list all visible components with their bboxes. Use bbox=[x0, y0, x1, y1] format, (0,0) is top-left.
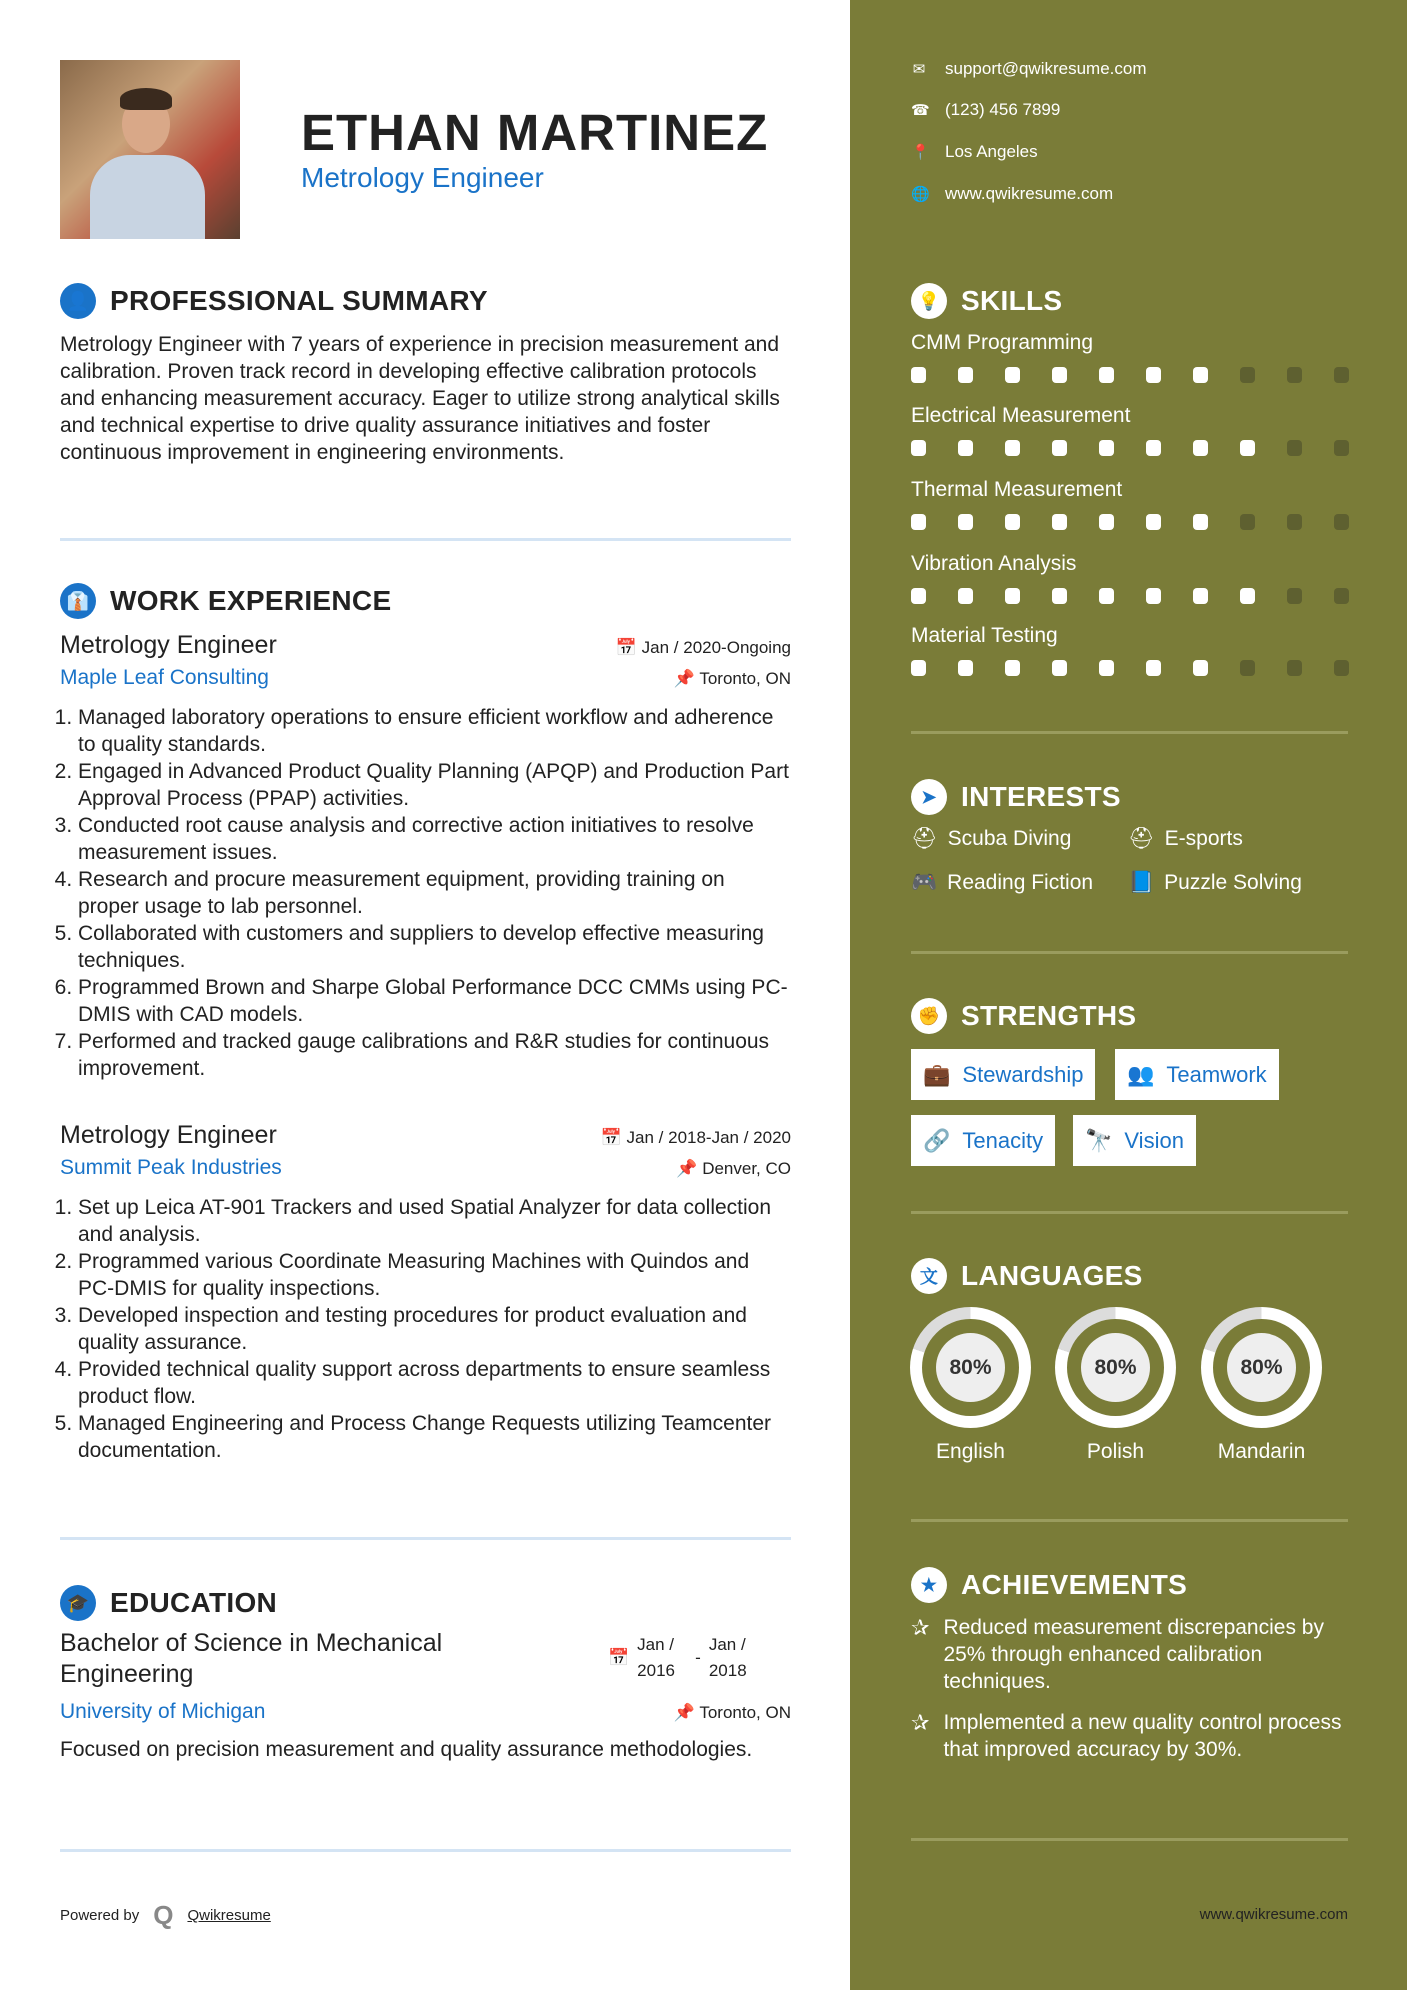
rating-dot-filled bbox=[1099, 440, 1114, 456]
rating-dot-filled bbox=[1005, 660, 1020, 676]
bullet-item: 2. Engaged in Advanced Product Quality Planning (APQP) and Production Part Approval Process (PPAP) activities. bbox=[78, 758, 791, 812]
pin-icon: 📌 bbox=[673, 669, 695, 688]
powered-by: Powered by bbox=[60, 1907, 140, 1924]
rating-dot-empty bbox=[1287, 588, 1302, 604]
skill-rating bbox=[911, 367, 1349, 383]
qwikresume-logo: Q bbox=[153, 1900, 174, 1930]
rating-dot-filled bbox=[1146, 588, 1161, 604]
job-entry bbox=[60, 631, 791, 1082]
rating-dot-filled bbox=[1005, 588, 1020, 604]
proficiency-percent: 80% bbox=[1227, 1333, 1296, 1402]
job-location bbox=[674, 669, 791, 689]
interest-item bbox=[911, 871, 1093, 895]
calendar-icon: 📅 bbox=[608, 1648, 630, 1667]
rating-dot-filled bbox=[1052, 440, 1067, 456]
users-icon: 👥 bbox=[1127, 1061, 1155, 1087]
strengths-heading bbox=[911, 998, 1136, 1034]
job-title: Metrology Engineer bbox=[60, 631, 277, 659]
proficiency-ring bbox=[910, 1307, 1031, 1428]
rating-dot-empty bbox=[1334, 440, 1349, 456]
rating-dot-empty bbox=[1334, 514, 1349, 530]
star-badge-icon: ★ bbox=[911, 1567, 947, 1603]
candidate-name: ETHAN MARTINEZ bbox=[301, 104, 769, 161]
bullet-item: 4. Research and procure measurement equipment, providing training on proper usage to lab personnel. bbox=[78, 866, 791, 920]
rating-dot-filled bbox=[911, 588, 926, 604]
rating-dot-filled bbox=[1005, 440, 1020, 456]
bullet-item: 2. Programmed various Coordinate Measuring Machines with Quindos and PC-DMIS for quality inspections. bbox=[78, 1248, 791, 1302]
end-date: Jan / 2018 bbox=[708, 1635, 747, 1680]
divider bbox=[911, 1838, 1348, 1841]
language-item bbox=[910, 1307, 1031, 1464]
rating-dot-filled bbox=[1052, 367, 1067, 383]
rating-dot-filled bbox=[1052, 588, 1067, 604]
bullet-item: 4. Provided technical quality support across departments to ensure seamless product flow. bbox=[78, 1356, 791, 1410]
divider bbox=[911, 731, 1348, 734]
globe-icon: 🌐 bbox=[911, 186, 930, 203]
skill-name: Material Testing bbox=[911, 624, 1058, 647]
rating-dot-filled bbox=[1193, 514, 1208, 530]
heading-text: LANGUAGES bbox=[961, 1260, 1143, 1291]
interest-label: E-sports bbox=[1164, 827, 1243, 850]
interest-item bbox=[1128, 871, 1302, 895]
work-heading bbox=[60, 583, 391, 619]
strength-label: Tenacity bbox=[962, 1127, 1044, 1153]
rating-dot-filled bbox=[911, 514, 926, 530]
strength-chip bbox=[1115, 1049, 1279, 1100]
skill-name: Vibration Analysis bbox=[911, 552, 1077, 575]
strength-label: Vision bbox=[1124, 1127, 1184, 1153]
rating-dot-filled bbox=[911, 440, 926, 456]
strength-label: Stewardship bbox=[962, 1061, 1084, 1087]
language-name: Polish bbox=[1086, 1440, 1145, 1463]
profile-photo bbox=[60, 60, 240, 239]
rating-dot-empty bbox=[1240, 367, 1255, 383]
achievement-text: Implemented a new quality control process that improved accuracy by 30%. bbox=[943, 1711, 1342, 1761]
heading-text: PROFESSIONAL SUMMARY bbox=[110, 285, 488, 316]
rating-dot-filled bbox=[911, 367, 926, 383]
rating-dot-filled bbox=[1146, 367, 1161, 383]
book-icon: 📘 bbox=[1128, 871, 1155, 894]
skill-rating bbox=[911, 588, 1349, 604]
rating-dot-filled bbox=[1146, 514, 1161, 530]
rating-dot-filled bbox=[1052, 660, 1067, 676]
rating-dot-filled bbox=[1193, 588, 1208, 604]
job-dates bbox=[616, 638, 791, 658]
strength-chip bbox=[911, 1115, 1055, 1166]
interest-label: Puzzle Solving bbox=[1164, 871, 1302, 894]
rating-dot-filled bbox=[958, 440, 973, 456]
job-bullets bbox=[60, 704, 791, 1082]
heading-text: EDUCATION bbox=[110, 1587, 278, 1618]
proficiency-ring bbox=[1201, 1307, 1322, 1428]
proficiency-ring bbox=[1055, 1307, 1176, 1428]
rating-dot-empty bbox=[1334, 588, 1349, 604]
bullet-item: 3. Conducted root cause analysis and corrective action initiatives to resolve measurement issues. bbox=[78, 812, 791, 866]
phone-icon: ☎ bbox=[911, 102, 930, 119]
divider bbox=[911, 951, 1348, 954]
rating-dot-empty bbox=[1334, 660, 1349, 676]
star-icon: ✰ bbox=[911, 1615, 930, 1640]
rating-dot-empty bbox=[1240, 660, 1255, 676]
rating-dot-filled bbox=[958, 660, 973, 676]
rating-dot-filled bbox=[1099, 367, 1114, 383]
toolbox-icon: 💼 bbox=[923, 1061, 951, 1087]
divider bbox=[911, 1211, 1348, 1214]
rating-dot-empty bbox=[1287, 367, 1302, 383]
heading-text: ACHIEVEMENTS bbox=[961, 1569, 1188, 1600]
paper-plane-icon: ➤ bbox=[911, 779, 947, 815]
rating-dot-filled bbox=[1240, 440, 1255, 456]
link-icon: 🔗 bbox=[923, 1127, 951, 1153]
lifebuoy-icon: ⛑ bbox=[911, 827, 938, 850]
bullet-item: 5. Collaborated with customers and suppliers to develop effective measuring techniques. bbox=[78, 920, 791, 974]
achievements-heading bbox=[911, 1567, 1187, 1603]
skills-heading bbox=[911, 283, 1062, 319]
calendar-icon: 📅 bbox=[600, 1128, 622, 1147]
email-text: support@qwikresume.com bbox=[945, 59, 1147, 78]
heading-text: SKILLS bbox=[961, 285, 1063, 316]
location-text: Los Angeles bbox=[945, 142, 1038, 161]
rating-dot-filled bbox=[1005, 367, 1020, 383]
education-location: 📌 Toronto, ON bbox=[673, 1703, 791, 1722]
fist-icon: ✊ bbox=[911, 998, 947, 1034]
strength-label: Teamwork bbox=[1166, 1061, 1267, 1087]
job-title: Metrology Engineer bbox=[60, 1121, 277, 1149]
rating-dot-filled bbox=[1193, 660, 1208, 676]
job-bullets bbox=[60, 1194, 791, 1464]
job-entry bbox=[60, 1121, 791, 1464]
contact-phone bbox=[911, 100, 1060, 120]
achievement-item bbox=[911, 1614, 1348, 1695]
gamepad-icon: 🎮 bbox=[911, 871, 938, 894]
rating-dot-filled bbox=[1099, 660, 1114, 676]
divider bbox=[60, 1849, 791, 1852]
language-name: Mandarin bbox=[1217, 1440, 1306, 1463]
translate-icon: 文 bbox=[911, 1258, 947, 1294]
language-item bbox=[1201, 1307, 1322, 1464]
skill-rating bbox=[911, 660, 1349, 676]
divider bbox=[60, 538, 791, 541]
rating-dot-empty bbox=[1240, 514, 1255, 530]
bullet-item: 5. Managed Engineering and Process Change Requests utilizing Teamcenter documentation. bbox=[78, 1410, 791, 1464]
location-text: Toronto, ON bbox=[699, 1703, 791, 1722]
education-desc: Focused on precision measurement and quality assurance methodologies. bbox=[60, 1738, 753, 1761]
interest-label: Reading Fiction bbox=[947, 871, 1094, 894]
bullet-item: 7. Performed and tracked gauge calibrations and R&R studies for continuous improvement. bbox=[78, 1028, 791, 1082]
phone-text: (123) 456 7899 bbox=[945, 100, 1061, 119]
language-name: English bbox=[936, 1440, 1005, 1463]
job-dates bbox=[601, 1128, 791, 1148]
website-text: www.qwikresume.com bbox=[945, 184, 1114, 203]
rating-dot-filled bbox=[1240, 588, 1255, 604]
achievement-text: Reduced measurement discrepancies by 25% through enhanced calibration techniques. bbox=[943, 1616, 1324, 1693]
proficiency-percent: 80% bbox=[936, 1333, 1005, 1402]
strength-chip bbox=[911, 1049, 1095, 1100]
location-text: Denver, CO bbox=[702, 1159, 791, 1178]
lightbulb-icon: 💡 bbox=[911, 283, 947, 319]
heading-text: WORK EXPERIENCE bbox=[110, 585, 392, 616]
rating-dot-empty bbox=[1334, 367, 1349, 383]
language-item bbox=[1055, 1307, 1176, 1464]
lifebuoy-icon: ⛑ bbox=[1128, 827, 1155, 850]
binoculars-icon: 🔭 bbox=[1085, 1127, 1113, 1153]
skill-name: Thermal Measurement bbox=[911, 478, 1123, 501]
rating-dot-empty bbox=[1287, 660, 1302, 676]
company-name: Summit Peak Industries bbox=[60, 1156, 282, 1179]
envelope-icon: ✉ bbox=[912, 61, 926, 78]
brand-link[interactable]: Qwikresume bbox=[187, 1907, 271, 1924]
rating-dot-filled bbox=[1146, 440, 1161, 456]
bullet-item: 3. Developed inspection and testing procedures for product evaluation and quality assurance. bbox=[78, 1302, 791, 1356]
rating-dot-filled bbox=[958, 588, 973, 604]
interest-label: Scuba Diving bbox=[947, 827, 1072, 850]
summary-text: Metrology Engineer with 7 years of experience in precision measurement and calibration. Proven track record in developing effective calibration protocols and enhancing measurement accuracy. Eager to utilize strong analytical skills and technical expertise to drive quality assurance initiatives and foster continuous improvement in engineering environments. bbox=[60, 333, 780, 464]
date-text: Jan / 2020-Ongoing bbox=[641, 638, 791, 657]
skill-rating bbox=[911, 514, 1349, 530]
rating-dot-filled bbox=[911, 660, 926, 676]
rating-dot-filled bbox=[1146, 660, 1161, 676]
company-name: Maple Leaf Consulting bbox=[60, 666, 269, 689]
date-text: Jan / 2018-Jan / 2020 bbox=[626, 1128, 791, 1147]
heading-text: INTERESTS bbox=[961, 781, 1121, 812]
rating-dot-filled bbox=[1052, 514, 1067, 530]
footer-url[interactable]: www.qwikresume.com bbox=[1199, 1906, 1348, 1923]
candidate-title: Metrology Engineer bbox=[301, 162, 544, 193]
education-heading bbox=[60, 1585, 277, 1621]
education-dates: 📅 Jan / 2016 - Jan / 2018 bbox=[608, 1632, 759, 1684]
bullet-item: 6. Programmed Brown and Sharpe Global Performance DCC CMMs using PC-DMIS with CAD models. bbox=[78, 974, 791, 1028]
skill-name: Electrical Measurement bbox=[911, 404, 1131, 427]
divider bbox=[911, 1519, 1348, 1522]
pin-icon: 📌 bbox=[676, 1159, 698, 1178]
graduate-icon: 🎓 bbox=[60, 1585, 96, 1621]
proficiency-percent: 80% bbox=[1081, 1333, 1150, 1402]
interest-item bbox=[911, 827, 1071, 851]
rating-dot-filled bbox=[958, 367, 973, 383]
interest-item bbox=[1128, 827, 1243, 851]
contact-email[interactable] bbox=[911, 59, 1147, 79]
user-icon: 👤 bbox=[60, 283, 96, 319]
summary-heading bbox=[60, 283, 488, 319]
rating-dot-filled bbox=[1193, 367, 1208, 383]
footer-branding bbox=[60, 1900, 271, 1931]
achievement-item bbox=[911, 1709, 1348, 1763]
rating-dot-filled bbox=[1099, 588, 1114, 604]
briefcase-icon: 👔 bbox=[60, 583, 96, 619]
bullet-item: 1. Set up Leica AT-901 Trackers and used Spatial Analyzer for data collection and analysis. bbox=[78, 1194, 791, 1248]
rating-dot-filled bbox=[958, 514, 973, 530]
calendar-icon: 📅 bbox=[615, 638, 637, 657]
contact-location bbox=[911, 142, 1038, 162]
degree: Bachelor of Science in Mechanical Engineering bbox=[60, 1629, 443, 1688]
skill-rating bbox=[911, 440, 1349, 456]
rating-dot-filled bbox=[1193, 440, 1208, 456]
map-pin-icon: 📍 bbox=[911, 144, 930, 161]
contact-website[interactable] bbox=[911, 184, 1113, 204]
rating-dot-empty bbox=[1287, 514, 1302, 530]
school: University of Michigan bbox=[60, 1700, 266, 1723]
location-text: Toronto, ON bbox=[699, 669, 791, 688]
job-location bbox=[676, 1159, 791, 1179]
rating-dot-filled bbox=[1005, 514, 1020, 530]
rating-dot-empty bbox=[1287, 440, 1302, 456]
languages-heading bbox=[911, 1258, 1143, 1294]
start-date: Jan / 2016 bbox=[637, 1635, 675, 1680]
rating-dot-filled bbox=[1099, 514, 1114, 530]
interests-heading bbox=[911, 779, 1121, 815]
star-icon: ✰ bbox=[911, 1710, 930, 1735]
strength-chip bbox=[1073, 1115, 1196, 1166]
heading-text: STRENGTHS bbox=[961, 1000, 1137, 1031]
skill-name: CMM Programming bbox=[911, 331, 1094, 354]
bullet-item: 1. Managed laboratory operations to ensure efficient workflow and adherence to quality standards. bbox=[78, 704, 791, 758]
divider bbox=[60, 1537, 791, 1540]
